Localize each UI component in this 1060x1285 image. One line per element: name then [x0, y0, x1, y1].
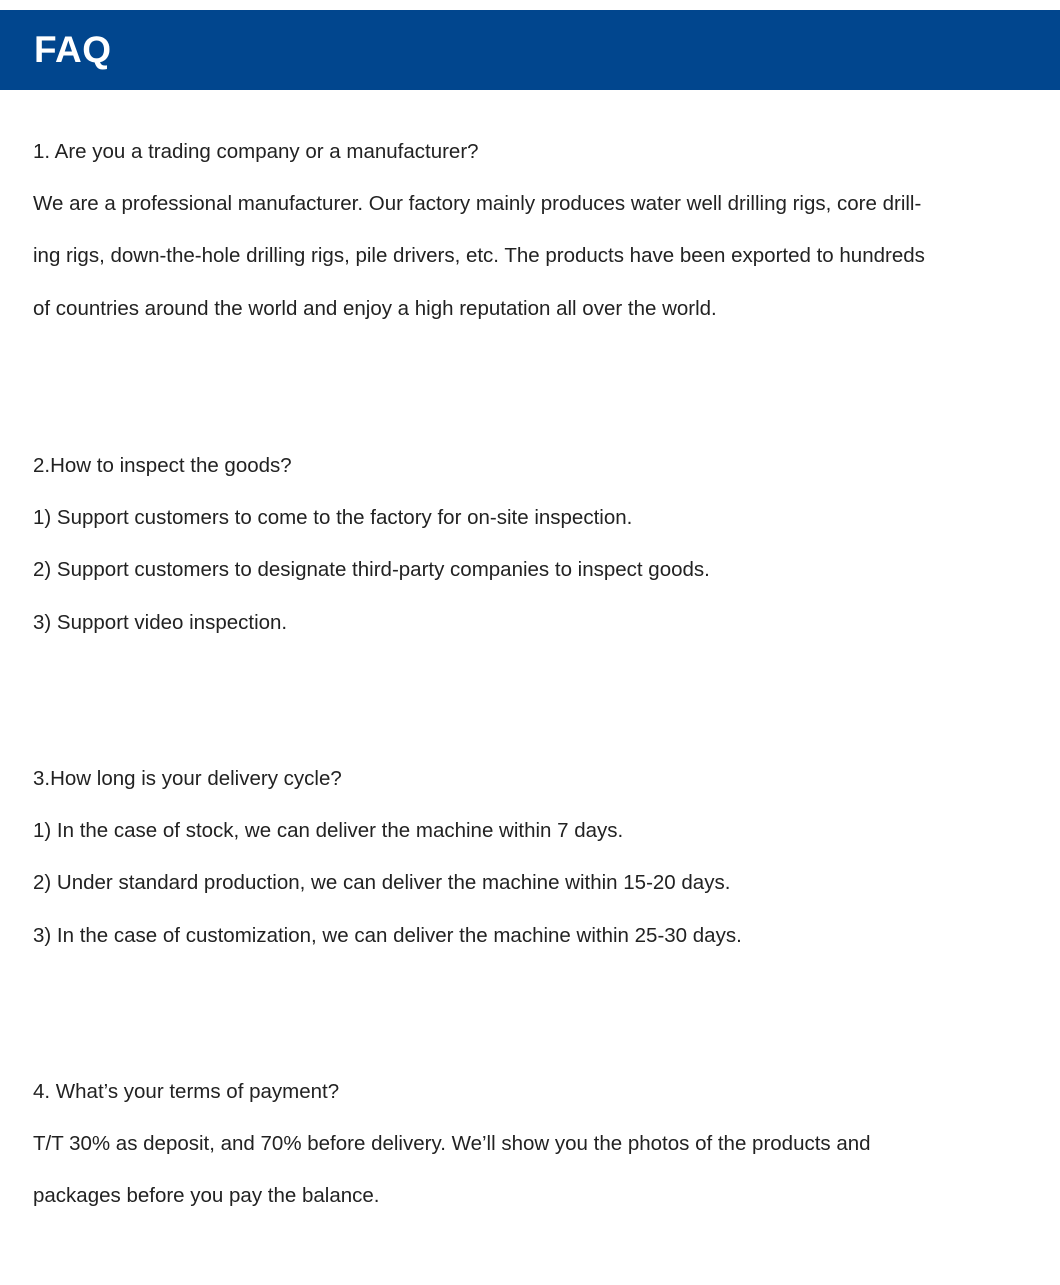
faq-header-bar — [0, 10, 1060, 90]
faq-item — [33, 126, 1033, 335]
page-title: FAQ — [34, 29, 112, 70]
faq-answer-line: 3) In the case of customization, we can deliver the machine within 25-30 days. — [33, 923, 742, 947]
faq-answer-line: 3) Support video inspection. — [33, 610, 288, 634]
faq-answer-line: of countries around the world and enjoy a high reputation all over the world. — [33, 296, 717, 320]
faq-item — [33, 753, 1033, 962]
faq-answer-line: T/T 30% as deposit, and 70% before delivery. We’ll show you the photos of the products and — [33, 1132, 871, 1156]
faq-question: 1. Are you a trading company or a manufacturer? — [33, 140, 479, 163]
faq-answer-line: packages before you pay the balance. — [33, 1184, 380, 1208]
faq-item — [33, 1066, 1033, 1223]
faq-answer-line: 2) Under standard production, we can deliver the machine within 15-20 days. — [33, 871, 731, 895]
faq-question: 2.How to inspect the goods? — [33, 454, 292, 477]
faq-question: 3.How long is your delivery cycle? — [33, 767, 342, 790]
faq-answer-line: 1) In the case of stock, we can deliver the machine within 7 days. — [33, 819, 624, 843]
faq-question: 4. What’s your terms of payment? — [33, 1080, 340, 1103]
faq-item — [33, 440, 1033, 649]
faq-answer-line: 1) Support customers to come to the factory for on-site inspection. — [33, 506, 633, 530]
faq-answer-line: ing rigs, down-the-hole drilling rigs, pile drivers, etc. The products have been exported to hundreds — [33, 244, 925, 268]
faq-answer-line: We are a professional manufacturer. Our factory mainly produces water well drilling rigs, core drill- — [33, 192, 922, 216]
faq-answer-line: 2) Support customers to designate third-party companies to inspect goods. — [33, 558, 710, 582]
